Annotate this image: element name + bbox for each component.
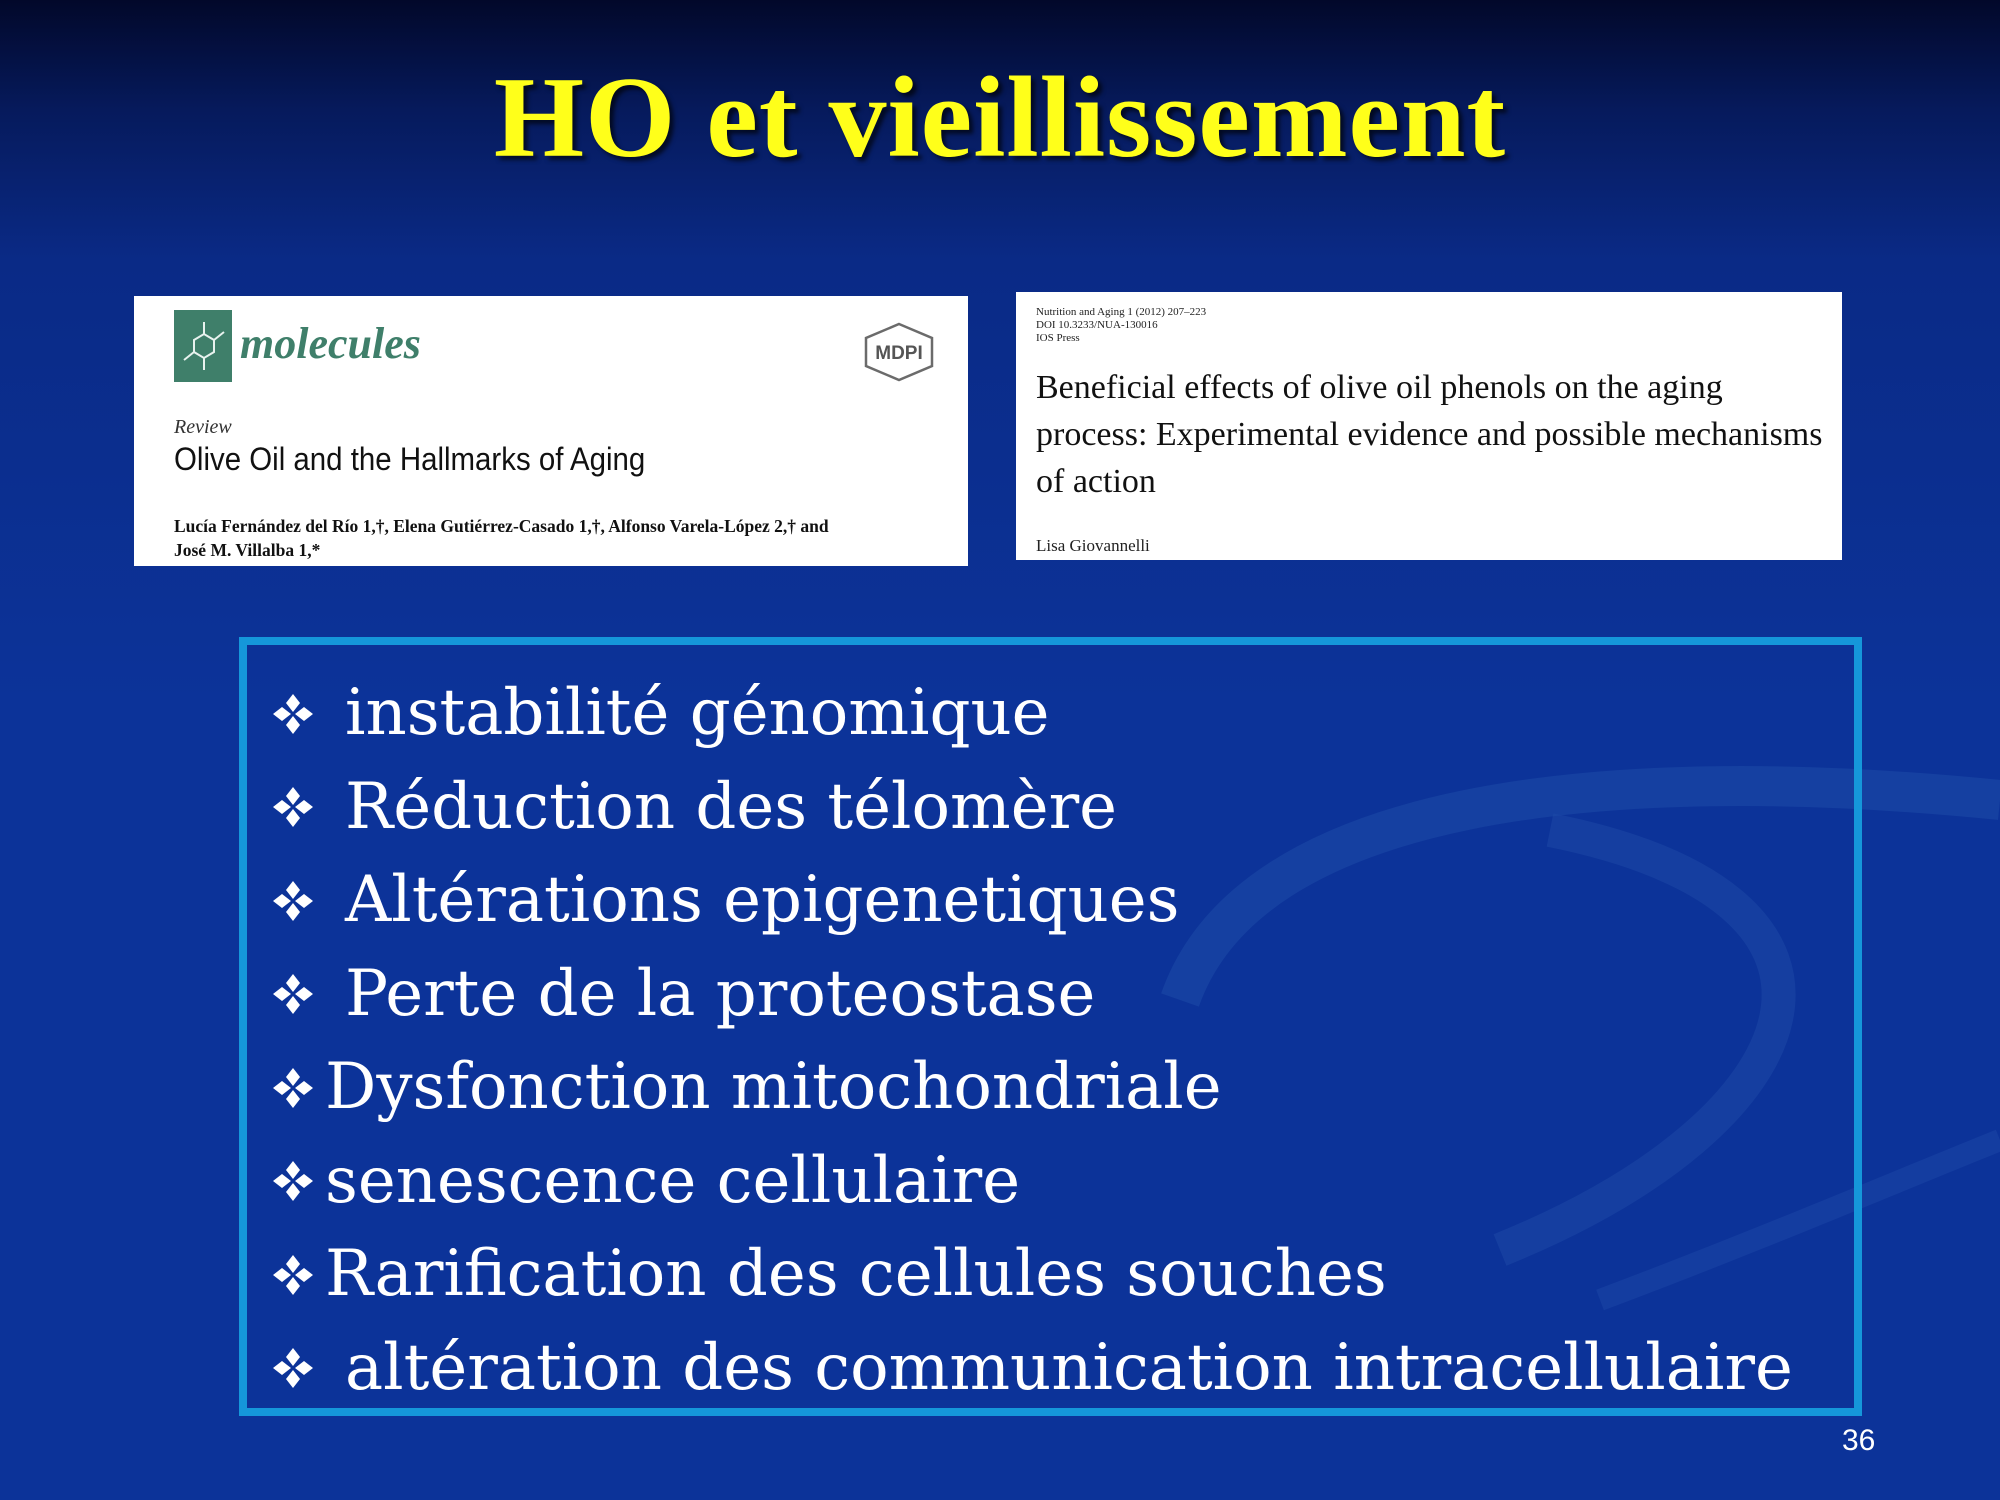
authors-line: Lucía Fernández del Río 1,†, Elena Gutiérrez-Casado 1,†, Alfonso Varela-López 2,† and bbox=[174, 516, 829, 536]
list-item bbox=[271, 761, 1793, 855]
paper-card-molecules bbox=[134, 296, 968, 566]
list-item bbox=[271, 1135, 1793, 1229]
paper-authors bbox=[174, 514, 954, 562]
paper-card-nutrition-aging bbox=[1016, 292, 1842, 560]
bullet-text: Perte de la proteostase bbox=[345, 956, 1096, 1031]
journal-doi: DOI 10.3233/NUA-130016 bbox=[1036, 319, 1158, 331]
four-diamond-bullet-icon bbox=[271, 1159, 315, 1203]
bullet-text: Réduction des télomère bbox=[345, 769, 1118, 844]
list-item bbox=[271, 1322, 1793, 1416]
four-diamond-bullet-icon bbox=[271, 692, 315, 736]
four-diamond-bullet-icon bbox=[271, 879, 315, 923]
molecule-logo-icon bbox=[174, 310, 232, 382]
four-diamond-bullet-icon bbox=[271, 785, 315, 829]
mdpi-logo-text: MDPI bbox=[875, 343, 923, 364]
list-item bbox=[271, 667, 1793, 761]
list-item bbox=[271, 854, 1793, 948]
bullet-text: senescence cellulaire bbox=[325, 1143, 1021, 1218]
list-item bbox=[271, 1041, 1793, 1135]
list-item bbox=[271, 1228, 1793, 1322]
hallmarks-list bbox=[271, 667, 1793, 1415]
four-diamond-bullet-icon bbox=[271, 1066, 315, 1110]
authors-line: José M. Villalba 1,* bbox=[174, 540, 321, 560]
hallmarks-box bbox=[239, 637, 1862, 1416]
bullet-text: Rarification des cellules souches bbox=[325, 1237, 1387, 1311]
paper-title: Beneficial effects of olive oil phenols on the aging process: Experimental evidence and possible mechanisms of action bbox=[1036, 369, 1823, 500]
bullet-text: Dysfonction mitochondriale bbox=[325, 1050, 1222, 1124]
journal-name: molecules bbox=[240, 319, 421, 368]
list-item bbox=[271, 948, 1793, 1042]
bullet-text: Altérations epigenetiques bbox=[345, 863, 1180, 937]
paper-author: Lisa Giovannelli bbox=[1036, 536, 1150, 555]
slide-title: HO et vieillissement bbox=[493, 54, 1507, 182]
bullet-text: altération des communication intracellulaire bbox=[345, 1330, 1793, 1405]
paper-title: Olive Oil and the Hallmarks of Aging bbox=[174, 441, 646, 477]
bullet-text: instabilité génomique bbox=[345, 676, 1050, 750]
article-type-label: Review bbox=[174, 416, 232, 438]
journal-citation: Nutrition and Aging 1 (2012) 207–223 bbox=[1036, 306, 1207, 318]
journal-press: IOS Press bbox=[1036, 332, 1080, 344]
journal-meta bbox=[1036, 306, 1206, 345]
four-diamond-bullet-icon bbox=[271, 972, 315, 1016]
four-diamond-bullet-icon bbox=[271, 1253, 315, 1297]
mdpi-logo-icon bbox=[862, 322, 936, 382]
page-number: 36 bbox=[1842, 1424, 1876, 1457]
four-diamond-bullet-icon bbox=[271, 1346, 315, 1390]
